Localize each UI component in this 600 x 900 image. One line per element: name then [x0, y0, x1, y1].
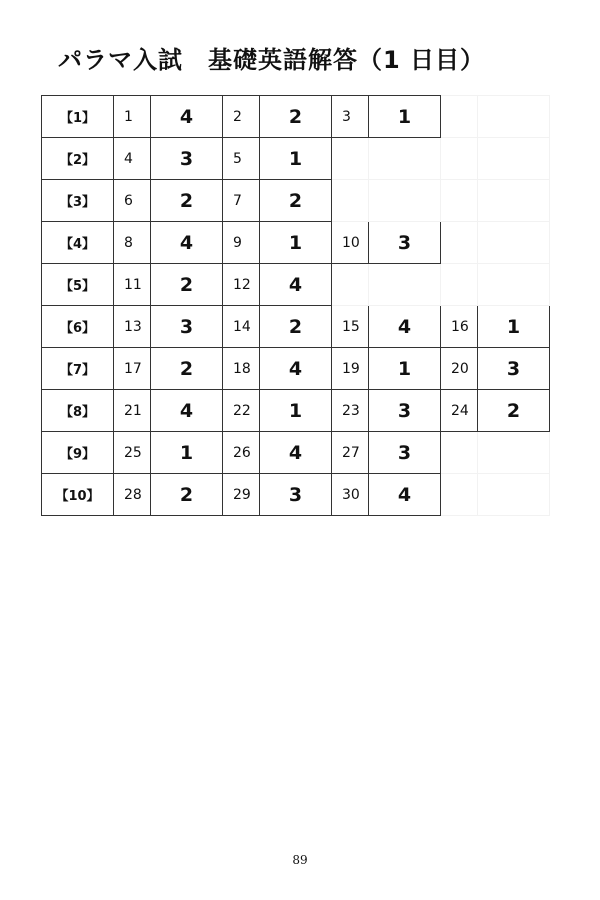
question-number: 8	[114, 222, 151, 264]
answer-value: 2	[478, 390, 550, 432]
page-title: パラマ入試 基礎英語解答（1 日目）	[58, 46, 486, 74]
answer-value: 1	[369, 348, 441, 390]
page-number: 89	[292, 853, 308, 867]
answer-table	[41, 95, 550, 516]
answer-value: 4	[151, 96, 223, 138]
empty-cell	[332, 180, 369, 222]
question-number: 28	[114, 474, 151, 516]
empty-cell	[369, 138, 441, 180]
answer-value: 1	[151, 432, 223, 474]
question-number: 6	[114, 180, 151, 222]
section-label: 【7】	[42, 348, 114, 390]
table-row	[42, 348, 550, 390]
section-label: 【2】	[42, 138, 114, 180]
question-number: 13	[114, 306, 151, 348]
question-number: 2	[223, 96, 260, 138]
table-row	[42, 96, 550, 138]
answer-value: 3	[151, 138, 223, 180]
answer-value: 3	[151, 306, 223, 348]
table-row	[42, 264, 550, 306]
empty-cell	[478, 138, 550, 180]
section-label: 【10】	[42, 474, 114, 516]
empty-cell	[478, 432, 550, 474]
question-number: 23	[332, 390, 369, 432]
answer-value: 2	[151, 474, 223, 516]
question-number: 12	[223, 264, 260, 306]
empty-cell	[332, 138, 369, 180]
empty-cell	[369, 180, 441, 222]
answer-table-body	[42, 96, 550, 516]
answer-value: 1	[260, 138, 332, 180]
answer-value: 3	[260, 474, 332, 516]
empty-cell	[478, 96, 550, 138]
question-number: 11	[114, 264, 151, 306]
empty-cell	[478, 180, 550, 222]
question-number: 18	[223, 348, 260, 390]
question-number: 27	[332, 432, 369, 474]
section-label: 【1】	[42, 96, 114, 138]
empty-cell	[478, 264, 550, 306]
answer-value: 4	[151, 390, 223, 432]
empty-cell	[441, 96, 478, 138]
answer-value: 3	[478, 348, 550, 390]
question-number: 5	[223, 138, 260, 180]
question-number: 10	[332, 222, 369, 264]
question-number: 20	[441, 348, 478, 390]
question-number: 1	[114, 96, 151, 138]
section-label: 【8】	[42, 390, 114, 432]
question-number: 7	[223, 180, 260, 222]
table-row	[42, 306, 550, 348]
section-label: 【9】	[42, 432, 114, 474]
answer-value: 4	[369, 306, 441, 348]
answer-value: 1	[369, 96, 441, 138]
section-label: 【5】	[42, 264, 114, 306]
question-number: 25	[114, 432, 151, 474]
answer-value: 1	[260, 222, 332, 264]
question-number: 22	[223, 390, 260, 432]
question-number: 19	[332, 348, 369, 390]
answer-value: 2	[151, 180, 223, 222]
question-number: 21	[114, 390, 151, 432]
empty-cell	[441, 222, 478, 264]
table-row	[42, 474, 550, 516]
answer-value: 4	[260, 348, 332, 390]
question-number: 4	[114, 138, 151, 180]
empty-cell	[441, 180, 478, 222]
question-number: 15	[332, 306, 369, 348]
answer-value: 2	[260, 96, 332, 138]
answer-value: 4	[369, 474, 441, 516]
section-label: 【3】	[42, 180, 114, 222]
question-number: 14	[223, 306, 260, 348]
section-label: 【6】	[42, 306, 114, 348]
empty-cell	[478, 474, 550, 516]
table-row	[42, 180, 550, 222]
section-label: 【4】	[42, 222, 114, 264]
answer-value: 4	[260, 432, 332, 474]
empty-cell	[441, 432, 478, 474]
empty-cell	[478, 222, 550, 264]
table-row	[42, 222, 550, 264]
question-number: 26	[223, 432, 260, 474]
answer-value: 4	[151, 222, 223, 264]
answer-value: 3	[369, 432, 441, 474]
empty-cell	[441, 264, 478, 306]
answer-value: 3	[369, 390, 441, 432]
question-number: 3	[332, 96, 369, 138]
answer-value: 2	[260, 306, 332, 348]
question-number: 24	[441, 390, 478, 432]
table-row	[42, 390, 550, 432]
question-number: 29	[223, 474, 260, 516]
empty-cell	[369, 264, 441, 306]
answer-value: 4	[260, 264, 332, 306]
table-row	[42, 432, 550, 474]
answer-value: 1	[260, 390, 332, 432]
question-number: 30	[332, 474, 369, 516]
answer-value: 1	[478, 306, 550, 348]
empty-cell	[441, 474, 478, 516]
empty-cell	[332, 264, 369, 306]
answer-value: 2	[260, 180, 332, 222]
question-number: 17	[114, 348, 151, 390]
question-number: 9	[223, 222, 260, 264]
answer-value: 2	[151, 348, 223, 390]
empty-cell	[441, 138, 478, 180]
table-row	[42, 138, 550, 180]
question-number: 16	[441, 306, 478, 348]
answer-value: 3	[369, 222, 441, 264]
answer-value: 2	[151, 264, 223, 306]
